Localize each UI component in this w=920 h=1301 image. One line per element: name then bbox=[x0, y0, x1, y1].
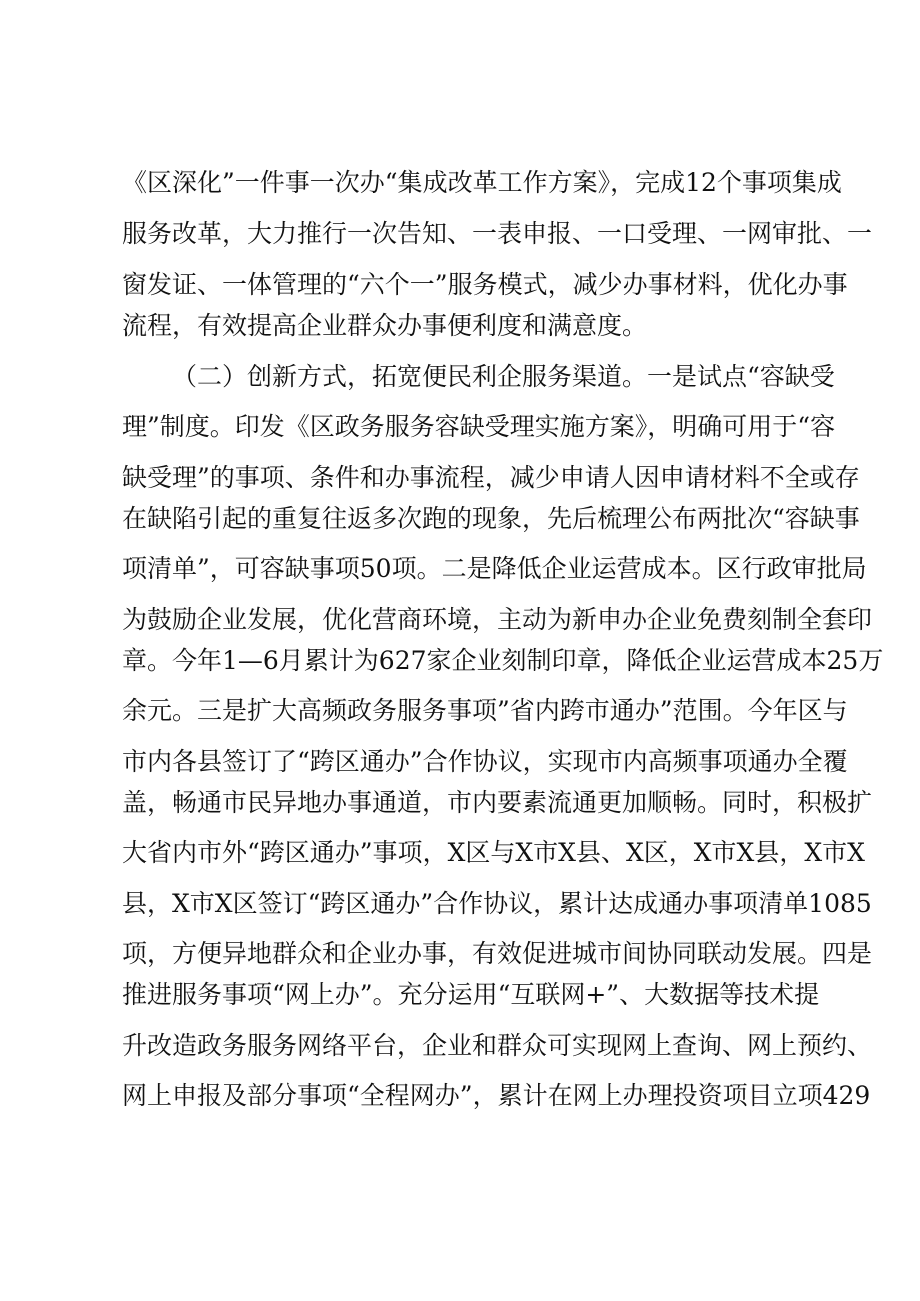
paragraph-2-line-15: 升改造政务服务网络平台，企业和群众可实现网上查询、网上预约、 bbox=[122, 1031, 873, 1060]
paragraph-2-line-3: 缺受理”的事项、条件和办事流程，减少申请人因申请材料不全或存 bbox=[122, 463, 860, 492]
paragraph-2-line-16: 网上申报及部分事项“全程网办”，累计在网上办理投资项目立项429 bbox=[122, 1081, 871, 1110]
paragraph-2-line-9: 市内各县签订了“跨区通办”合作协议，实现市内高频事项通办全覆 bbox=[122, 747, 848, 776]
paragraph-2-line-1: （二）创新方式，拓宽便民利企服务渠道。一是试点“容缺受 bbox=[172, 362, 835, 391]
paragraph-2-line-2: 理”制度。印发《区政务服务容缺受理实施方案》，明确可用于“容 bbox=[122, 412, 836, 441]
paragraph-1-line-2: 服务改革，大力推行一次告知、一表申报、一口受理、一网审批、一 bbox=[122, 219, 873, 248]
paragraph-1-line-3: 窗发证、一体管理的“六个一”服务模式，减少办事材料，优化办事 bbox=[122, 270, 848, 299]
paragraph-2-line-7: 章。今年1—6月累计为627家企业刻制印章，降低企业运营成本25万 bbox=[122, 646, 884, 675]
paragraph-2-line-14: 推进服务事项“网上办”。充分运用“互联网+”、大数据等技术提 bbox=[122, 980, 820, 1009]
paragraph-1-line-4: 流程，有效提高企业群众办事便利度和满意度。 bbox=[122, 311, 648, 340]
paragraph-1-line-1: 《区深化”一件事一次办“集成改革工作方案》，完成12个事项集成 bbox=[122, 168, 842, 197]
paragraph-2-line-4: 在缺陷引起的重复往返多次跑的现象，先后梳理公布两批次“容缺事 bbox=[122, 504, 860, 533]
paragraph-2-line-13: 项，方便异地群众和企业办事，有效促进城市间协同联动发展。四是 bbox=[122, 939, 873, 968]
paragraph-2-line-10: 盖，畅通市民异地办事通道，市内要素流通更加顺畅。同时，积极扩 bbox=[122, 788, 873, 817]
paragraph-2-line-8: 余元。三是扩大高频政务服务事项”省内跨市通办”范围。今年区与 bbox=[122, 696, 848, 725]
paragraph-2-line-11: 大省内市外“跨区通办”事项，X区与X市X县、X区，X市X县，X市X bbox=[122, 838, 865, 867]
paragraph-2-line-6: 为鼓励企业发展，优化营商环境，主动为新申办企业免费刻制全套印 bbox=[122, 605, 873, 634]
paragraph-2-line-12: 县，X市X区签订“跨区通办”合作协议，累计达成通办事项清单1085 bbox=[122, 889, 872, 918]
paragraph-2-line-5: 项清单”，可容缺事项50项。二是降低企业运营成本。区行政审批局 bbox=[122, 554, 867, 583]
